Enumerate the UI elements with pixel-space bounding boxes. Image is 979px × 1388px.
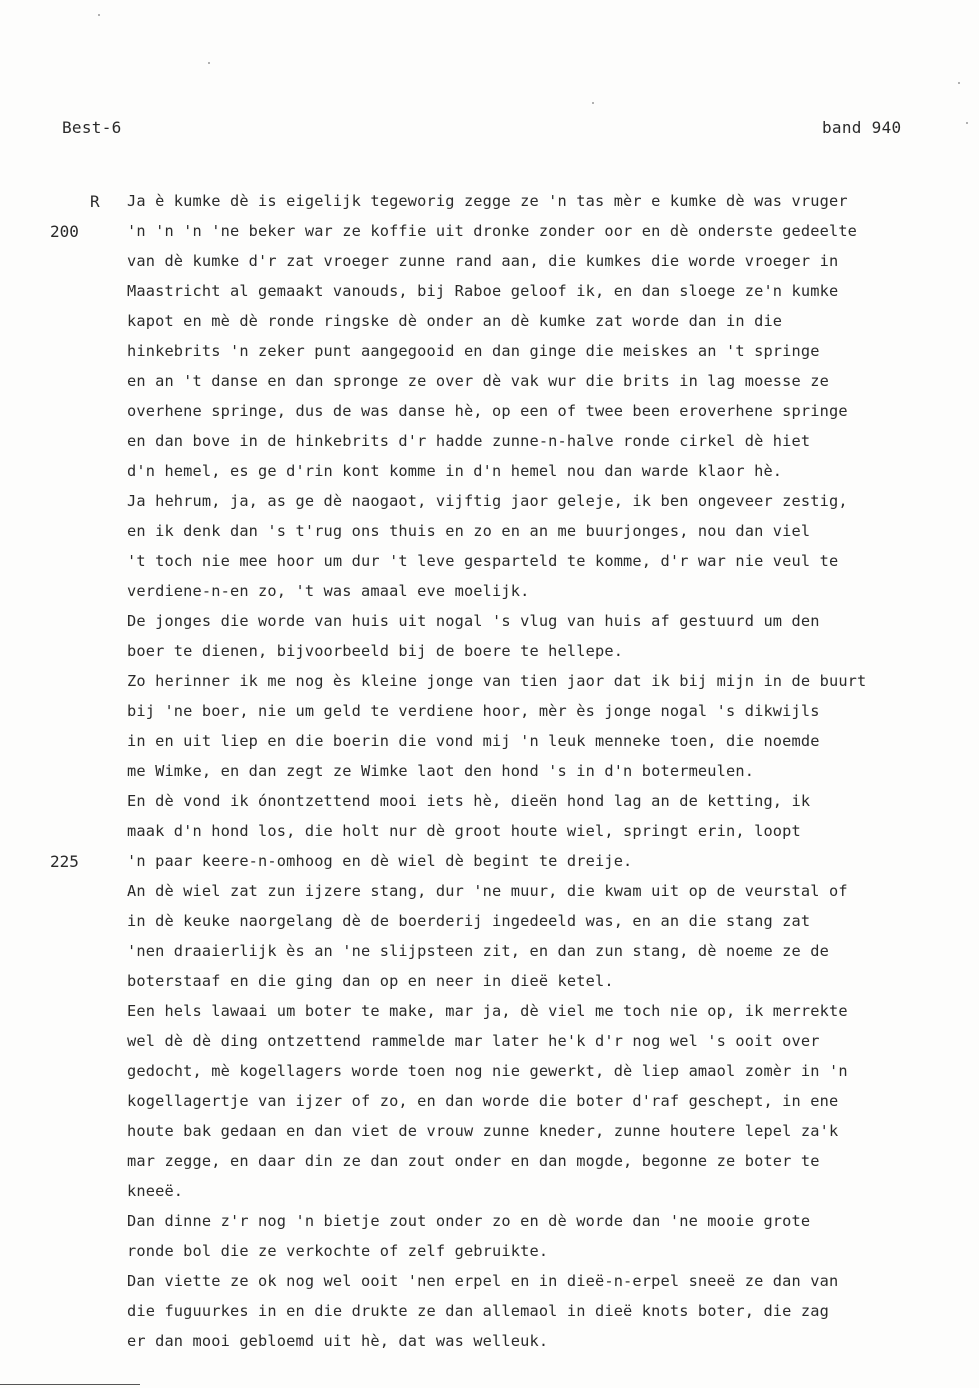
text-line: Dan viette ze ok nog wel ooit 'nen erpel en in dieë-n-erpel sneeë ze dan van bbox=[127, 1272, 839, 1290]
text-line: ronde bol die ze verkochte of zelf gebruikte. bbox=[127, 1242, 549, 1260]
text-line: boer te dienen, bijvoorbeeld bij de boere te hellepe. bbox=[127, 642, 624, 660]
text-line: Maastricht al gemaakt vanouds, bij Raboe geloof ik, en dan sloege ze'n kumke bbox=[127, 282, 839, 300]
text-line: maak d'n hond los, die holt nur dè groot houte wiel, springt erin, loopt bbox=[127, 822, 801, 840]
text-line: Een hels lawaai um boter te make, mar ja, dè viel me toch nie op, ik merrekte bbox=[127, 1002, 848, 1020]
text-line: en an 't danse en dan spronge ze over dè vak wur die brits in lag moesse ze bbox=[127, 372, 829, 390]
text-line: Ja hehrum, ja, as ge dè naogaot, vijftig jaor geleje, ik ben ongeveer zestig, bbox=[127, 492, 848, 510]
text-line: d'n hemel, es ge d'rin kont komme in d'n hemel nou dan warde klaor hè. bbox=[127, 462, 783, 480]
text-line: van dè kumke d'r zat vroeger zunne rand aan, die kumkes die worde vroeger in bbox=[127, 252, 839, 270]
text-line: boterstaaf en die ging dan op en neer in dieë ketel. bbox=[127, 972, 614, 990]
text-line: En dè vond ik ónontzettend mooi iets hè, dieën hond lag an de ketting, ik bbox=[127, 792, 811, 810]
text-line: 'nen draaierlijk ès an 'ne slijpsteen zit, en dan zun stang, dè noeme ze de bbox=[127, 942, 829, 960]
footer-rule bbox=[0, 1384, 140, 1385]
text-line: mar zegge, en daar din ze dan zout onder en dan mogde, begonne ze boter te bbox=[127, 1152, 820, 1170]
text-line: in en uit liep en die boerin die vond mij 'n leuk menneke toen, die noemde bbox=[127, 732, 820, 750]
text-line: gedocht, mè kogellagers worde toen nog nie gewerkt, dè liep amaol zomèr in 'n bbox=[127, 1062, 848, 1080]
paper-speck bbox=[592, 102, 594, 104]
text-line: kneeë. bbox=[127, 1182, 184, 1200]
text-line: Ja è kumke dè is eigelijk tegeworig zegge ze 'n tas mèr e kumke dè was vruger bbox=[127, 192, 848, 210]
text-line: wel dè dè ding ontzettend rammelde mar later he'k d'r nog wel 's ooit over bbox=[127, 1032, 820, 1050]
text-line: Dan dinne z'r nog 'n bietje zout onder zo en dè worde dan 'ne mooie grote bbox=[127, 1212, 811, 1230]
text-line: Zo herinner ik me nog ès kleine jonge van tien jaor dat ik bij mijn in de buurt bbox=[127, 672, 867, 690]
text-line: overhene springe, dus de was danse hè, op een of twee been eroverhene springe bbox=[127, 402, 848, 420]
text-line: die fuguurkes in en die drukte ze dan allemaol in dieë knots boter, die zag bbox=[127, 1302, 829, 1320]
text-line: verdiene-n-en zo, 't was amaal eve moelijk. bbox=[127, 582, 530, 600]
paper-speck bbox=[958, 82, 960, 84]
text-line: kogellagertje van ijzer of zo, en dan worde die boter d'raf geschept, in ene bbox=[127, 1092, 839, 1110]
text-line: er dan mooi gebloemd uit hè, dat was welleuk. bbox=[127, 1332, 549, 1350]
paper-speck bbox=[966, 122, 968, 124]
text-line: houte bak gedaan en dan viet de vrouw zunne kneder, zunne houtere lepel za'k bbox=[127, 1122, 839, 1140]
text-line: 'n 'n 'n 'ne beker war ze koffie uit dronke zonder oor en dè onderste gedeelte bbox=[127, 222, 858, 240]
text-line: hinkebrits 'n zeker punt aangegooid en dan ginge die meiskes an 't springe bbox=[127, 342, 820, 360]
tape-counter: 225 bbox=[50, 852, 79, 871]
text-line: en dan bove in de hinkebrits d'r hadde zunne-n-halve ronde cirkel dè hiet bbox=[127, 432, 811, 450]
speaker-label: R bbox=[90, 192, 100, 211]
text-line: 'n paar keere-n-omhoog en dè wiel dè begint te dreije. bbox=[127, 852, 633, 870]
text-line: in dè keuke naorgelang dè de boerderij ingedeeld was, en an die stang zat bbox=[127, 912, 811, 930]
text-line: bij 'ne boer, nie um geld te verdiene hoor, mèr ès jonge nogal 's dikwijls bbox=[127, 702, 820, 720]
text-line: me Wimke, en dan zegt ze Wimke laot den hond 's in d'n botermeulen. bbox=[127, 762, 755, 780]
tape-counter: 200 bbox=[50, 222, 79, 241]
text-line: 't toch nie mee hoor um dur 't leve gesparteld te komme, d'r war nie veul te bbox=[127, 552, 839, 570]
paper-speck bbox=[208, 62, 210, 64]
text-line: An dè wiel zat zun ijzere stang, dur 'ne muur, die kwam uit op de veurstal of bbox=[127, 882, 848, 900]
paper-speck bbox=[98, 14, 100, 16]
tape-number: band 940 bbox=[822, 118, 902, 137]
text-line: De jonges die worde van huis uit nogal 's vlug van huis af gestuurd um den bbox=[127, 612, 820, 630]
text-line: en ik denk dan 's t'rug ons thuis en zo en an me buurjonges, nou dan viel bbox=[127, 522, 811, 540]
text-line: kapot en mè dè ronde ringske dè onder an dè kumke zat worde dan in die bbox=[127, 312, 783, 330]
document-id: Best-6 bbox=[62, 118, 122, 137]
